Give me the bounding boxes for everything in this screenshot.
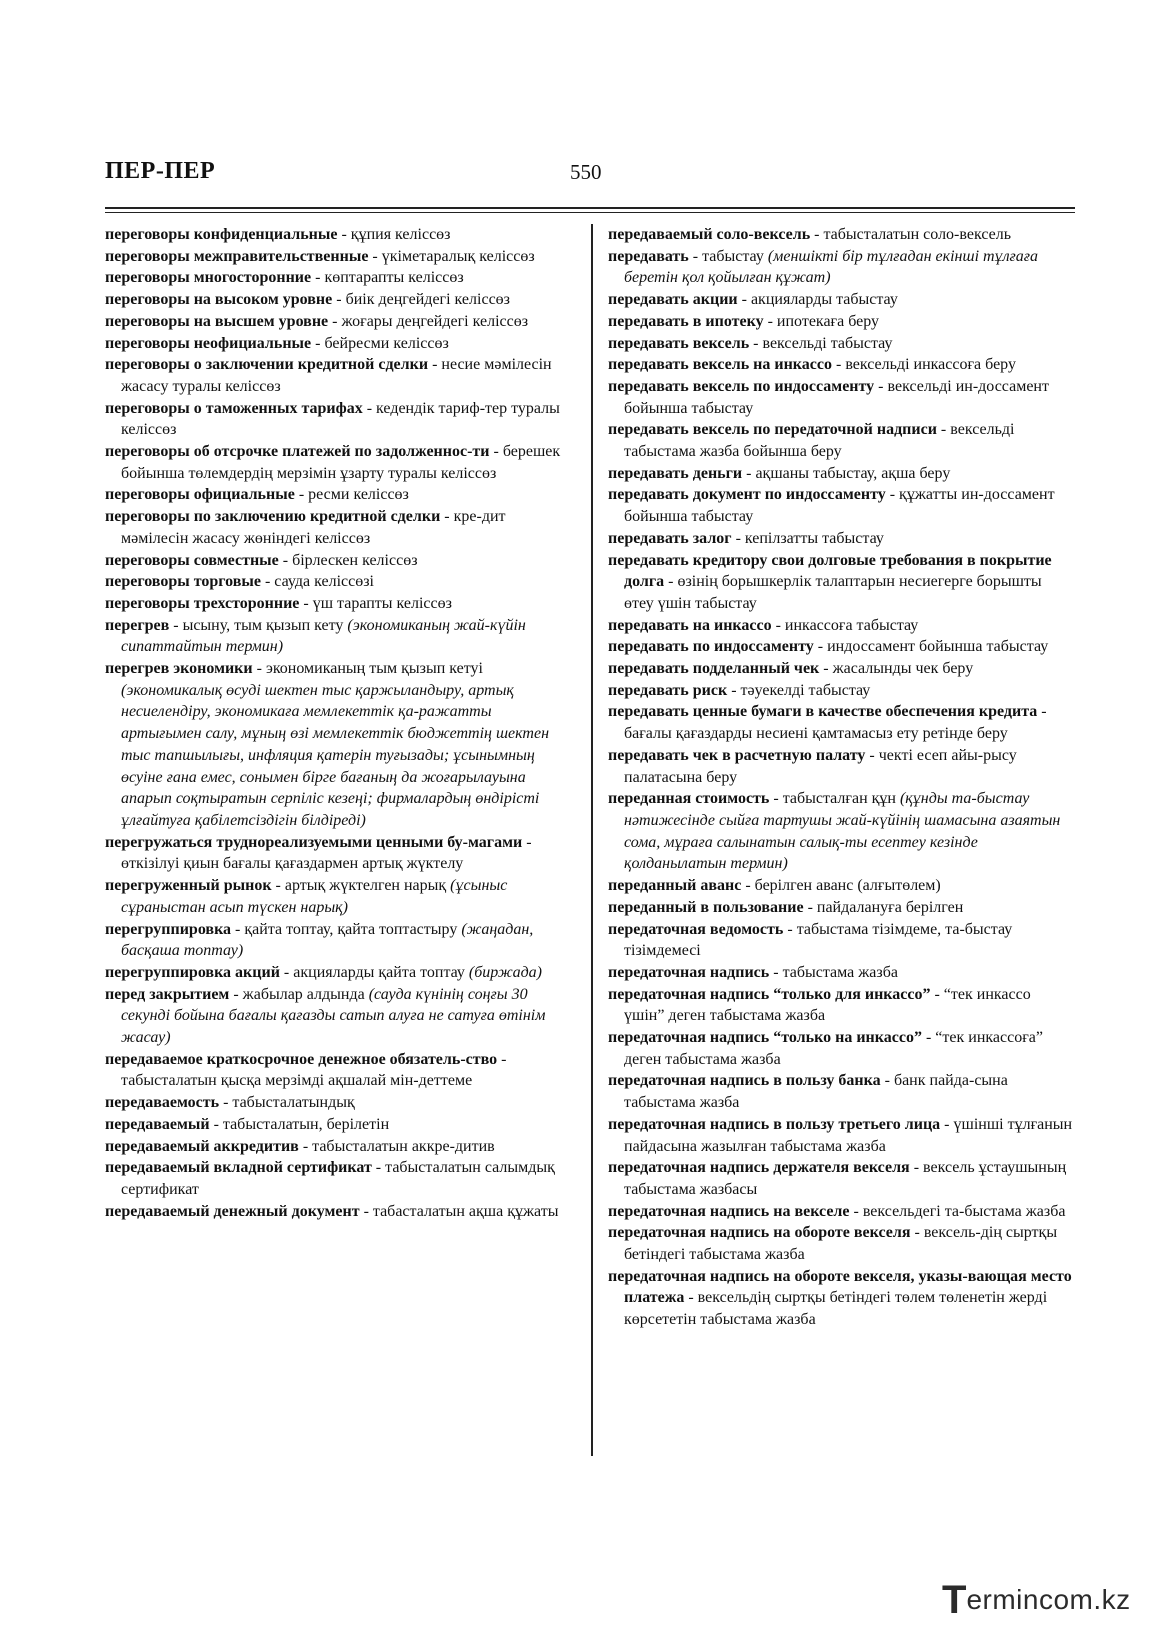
entry-definition: чекті есеп айы-рысу палатасына беру [624,746,1017,786]
header-rule-thin [105,212,1075,213]
entry-note: (экономикалық өсуді шектен тыс қаржыландыру, артық несиелендіру, экономикаға мемлекеттік қа-ражатты артығымен салу, мұның өзі мемлекеттік бюджеттің шектен тыс тапшылығы, инфляция қатерін туғызады; ұсынымның өсуіне ғана емес, сонымен бірге бағаның да жоғарылауына апарып соқтыратын серпіліс кезеңі; фирмалардың өндірісті ұлғайтуға қабілетсіздігін білдіреді) [121,681,550,829]
dictionary-entry [105,1201,576,1223]
entry-term: перегрев [105,616,170,634]
dictionary-entry [105,1049,576,1092]
entry-definition: бейресми келіссөз [324,334,449,352]
entry-separator: - [819,660,833,678]
entry-term: передавать ценные бумаги в качестве обеспечения кредита [608,703,1038,721]
logo-letter: T [942,1578,967,1622]
dictionary-entry [105,919,576,962]
entry-separator: - [865,746,879,764]
entry-definition: қайта топтау, қайта топтастыру [244,920,458,938]
entry-term: передавать документ по индоссаменту [608,486,886,504]
dictionary-entry [105,658,576,832]
entry-definition: сауда келіссөзі [274,573,374,591]
entry-separator: - [328,312,342,330]
entry-term: передаточная ведомость [608,920,784,938]
entry-term: передавать вексель [608,334,750,352]
entry-separator: - [428,356,442,374]
dictionary-entry [105,1092,576,1114]
entry-separator: - [684,1289,698,1307]
logo-text: ermincom.kz [966,1584,1131,1615]
entry-term: перегруппировка [105,920,232,938]
entry-term: переговоры трехсторонние [105,594,300,612]
entry-separator: - [219,1094,233,1112]
entry-term: передаточная надпись в пользу банка [608,1072,881,1090]
dictionary-entry [105,246,576,268]
entry-definition: вексель ұстаушының табыстама жазбасы [624,1159,1067,1198]
entry-term: передаточная надпись на обороте векселя [608,1224,911,1242]
entry-definition: табысталатын, берілетін [222,1115,390,1133]
entry-separator: - [279,963,294,981]
entry-separator: - [813,638,828,656]
entry-term: переговоры межправительственные [105,247,369,265]
entry-separator: - [664,573,678,591]
entry-term: передаваемость [105,1094,220,1112]
entry-definition: бірлескен келіссөз [292,551,418,569]
entry-definition: вексельді табыстау [762,334,893,352]
entry-term: переговоры совместные [105,551,279,569]
entry-separator: - [688,247,703,265]
dictionary-entry [105,984,576,1049]
entry-definition: табысталатын аккре-дитив [312,1137,495,1155]
entry-note: (биржада) [468,963,542,981]
entry-term: передаваемое краткосрочное денежное обязатель-ство [105,1050,498,1068]
entry-separator: - [440,508,454,526]
entry-definition: табыстама тізімдеме, та-быстау тізімдемесі [624,920,1013,960]
entry-separator: - [278,551,293,569]
entry-definition: берешек бойынша төлемдердің мерзімін ұзарту туралы келіссөз [121,443,561,482]
entry-separator: - [763,312,777,330]
dictionary-entry [608,354,1075,376]
entry-term: передаточная надпись на обороте векселя, указы-вающая место платежа [608,1267,1072,1307]
entry-separator: - [831,356,846,374]
entry-term: передаваемый денежный документ [105,1202,360,1220]
entry-separator: - [727,681,741,699]
entry-definition: табыстама жазба [782,963,898,981]
dictionary-entry [105,484,576,506]
dictionary-entry [105,571,576,593]
dictionary-entry [608,289,1075,311]
entry-separator: - [810,226,824,243]
entry-separator: - [771,616,785,634]
entry-definition: табасталатын ақша құжаты [372,1202,559,1220]
entry-term: переговоры конфиденциальные [105,226,338,243]
dictionary-entry [105,550,576,572]
entry-separator: - [298,1137,313,1155]
dictionary-entry [608,875,1075,897]
entry-definition: тәуекелді табыстау [740,681,871,699]
dictionary-entry [608,1114,1075,1157]
entry-separator: - [910,1224,924,1242]
dictionary-entry [105,506,576,549]
entry-definition: ақшаны табыстау, ақша беру [755,464,951,482]
entry-separator: - [731,529,745,547]
entry-term: передавать вексель по передаточной надписи [608,421,937,439]
entry-separator: - [362,399,377,417]
entry-note: (құнды та-быстау нәтижесінде сыйға тартушы жай-күйінің шамасына азаятын сома, мұраға салынатын салық-ты есептеу кезінде қолданылатын термин) [624,790,1061,873]
entry-definition: экономиканың тым қызып кетуі [265,660,483,678]
entry-definition: көптарапты келіссөз [324,269,464,287]
dictionary-entry [608,984,1075,1027]
entry-term: переданный аванс [608,877,742,895]
entry-definition: вексельді инкассоға беру [845,356,1016,374]
entry-term: передаваемый аккредитив [105,1137,299,1155]
dictionary-entry [105,875,576,918]
entry-term: переговоры официальные [105,486,295,504]
entry-term: передаточная надпись на векселе [608,1202,850,1220]
entry-definition: жасалынды чек беру [832,660,974,678]
dictionary-entry [608,224,1075,246]
entry-definition: табыстау [702,247,764,265]
page-header [105,158,1075,208]
entry-separator: - [930,985,944,1003]
entry-note: (экономиканың жай-күйін сипаттайтын термин) [121,616,526,656]
entry-separator: - [209,1115,223,1133]
entry-definition: акцияларды қайта топтау [293,963,465,981]
entry-term: передаточная надпись держателя векселя [608,1159,910,1177]
entry-definition: үкіметаралық келіссөз [381,247,535,265]
entry-separator: - [921,1029,936,1047]
entry-term: переданная стоимость [608,790,770,808]
entry-separator: - [497,1050,507,1068]
entry-separator: - [749,334,763,352]
dictionary-entry [608,463,1075,485]
dictionary-entry [608,1157,1075,1200]
entry-separator: - [271,877,285,895]
entry-term: передавать по индоссаменту [608,638,814,656]
entry-term: передавать вексель по индоссаменту [608,377,875,395]
entry-separator: - [803,898,817,916]
entry-separator: - [769,963,783,981]
dictionary-entry [105,593,576,615]
dictionary-entry [608,658,1075,680]
entry-term: передавать кредитору свои долговые требования в покрытие долга [608,551,1052,591]
entry-separator: - [294,486,309,504]
entry-term: передаточная надпись “только на инкассо” [608,1029,922,1047]
dictionary-entry [608,788,1075,875]
entry-note: (сауда күнінің соңғы 30 секунді бойына бағалы қағазды сатып алуға не сатуға өтінім жасау) [121,985,546,1047]
entry-separator: - [332,291,346,309]
entry-term: переговоры на высшем уровне [105,312,329,330]
entry-separator: - [522,833,532,851]
entry-definition: берілген аванс (алғытөлем) [754,877,941,895]
entry-definition: биік деңгейдегі келіссөз [345,291,510,309]
entry-definition: пайдалануға берілген [816,898,964,916]
entry-separator: - [252,660,266,678]
dictionary-entry [105,832,576,875]
dictionary-entry [608,680,1075,702]
entry-definition: табысталатын салымдық сертификат [121,1159,555,1198]
entry-definition: табысталатындық [232,1094,355,1112]
entry-definition: вексельдің сыртқы бетіндегі төлем төленетін жерді көрсететін табыстама жазба [624,1289,1048,1329]
dictionary-entry [608,1201,1075,1223]
entry-definition: табысталған құн [782,790,896,808]
dictionary-entry [608,333,1075,355]
entry-definition: вексельдегі та-быстама жазба [862,1202,1066,1220]
entry-term: передаваемый [105,1115,210,1133]
terminco-logo [942,1578,1142,1622]
entry-separator: - [368,247,382,265]
entry-separator: - [169,616,183,634]
header-rule [105,207,1075,209]
entry-term: передавать деньги [608,464,743,482]
dictionary-entry [608,897,1075,919]
entry-separator: - [737,291,751,309]
page-number: 550 [570,160,602,184]
entry-definition: инкассоға табыстау [784,616,919,634]
entry-term: передаточная надпись в пользу третьего лица [608,1115,941,1133]
entry-term: передаточная надпись “только для инкассо” [608,985,931,1003]
entry-definition: өзінің борышкерлік талаптарын несиегерге борышты өтеу үшін табыстау [624,573,1042,612]
dictionary-entry [608,1266,1075,1331]
entry-definition: кре-дит мәмілесін жасасу жөніндегі келіссөз [121,508,506,547]
entry-definition: ресми келіссөз [308,486,409,504]
entry-definition: ысыну, тым қызып кету [182,616,344,634]
entry-separator: - [337,226,351,243]
dictionary-entry [105,398,576,441]
entry-definition: ипотекаға беру [776,312,880,330]
dictionary-entry [105,1157,576,1200]
entry-separator: - [874,377,888,395]
dictionary-entry [608,615,1075,637]
entry-term: передавать на инкассо [608,616,772,634]
dictionary-entry [608,376,1075,419]
dictionary-entry [608,419,1075,462]
entry-definition: өткізілуі қиын бағалы қағаздармен артық жүктелу [121,855,464,873]
dictionary-entry [608,745,1075,788]
entry-definition: табысталатын қысқа мерзімді ақшалай мін-деттеме [121,1072,473,1090]
dictionary-entry [105,354,576,397]
entry-definition: несие мәмілесін жасасу туралы келіссөз [121,356,552,395]
entry-separator: - [371,1159,386,1177]
entry-separator: - [940,1115,954,1133]
entry-separator: - [849,1202,863,1220]
entry-term: передавать риск [608,681,728,699]
entry-term: передаточная надпись [608,963,770,981]
entry-separator: - [769,790,783,808]
entry-separator: - [231,920,245,938]
entry-term: передавать залог [608,529,732,547]
dictionary-entry [608,246,1075,289]
entry-separator: - [1037,703,1047,721]
dictionary-entry [608,550,1075,615]
entry-separator: - [936,421,951,439]
entry-term: переговоры на высоком уровне [105,291,333,309]
entry-separator: - [359,1202,373,1220]
entry-definition: бағалы қағаздарды несиені қамтамасыз ету ретінде беру [624,725,1008,743]
dictionary-entry [608,311,1075,333]
entry-term: переговоры о таможенных тарифах [105,399,363,417]
dictionary-entry [608,701,1075,744]
entry-term: передавать [608,247,689,265]
entry-separator: - [783,920,797,938]
entry-definition: вексель-дің сыртқы бетіндегі табыстама жазба [624,1224,1058,1264]
entry-term: перегружаться труднореализуемыми ценными бу-магами [105,833,523,851]
entry-separator: - [311,269,325,287]
entry-definition: “тек инкассоға” деген табыстама жазба [624,1029,1043,1068]
entry-separator: - [885,486,900,504]
entry-separator: - [880,1072,894,1090]
dictionary-entry [105,1136,576,1158]
entry-definition: кедендік тариф-тер туралы келіссөз [121,399,560,439]
entry-term: перегруппировка акций [105,963,280,981]
entry-term: переговоры об отсрочке платежей по задолженнос-ти [105,443,490,461]
dictionary-entry [608,528,1075,550]
entry-separator: - [909,1159,924,1177]
entry-term: перегрев экономики [105,660,253,678]
right-column [608,224,1075,1331]
entry-separator: - [742,464,756,482]
dictionary-entry [105,333,576,355]
entry-definition: жабылар алдында [242,985,365,1003]
left-column [105,224,576,1222]
entry-term: переговоры о заключении кредитной сделки [105,356,429,374]
entry-definition: құжатты ин-доссамент бойынша табыстау [624,486,1055,526]
running-head: ПЕР-ПЕР [105,158,216,184]
entry-definition: вексельді ин-доссамент бойынша табыстау [624,377,1049,417]
entry-definition: артық жүктелген нарық [284,877,447,895]
dictionary-entry [105,615,576,658]
entry-definition: үшінші тұлғанын пайдасына жазылған табыстама жазба [624,1115,1073,1155]
dictionary-entry [608,1222,1075,1265]
dictionary-entry [105,1114,576,1136]
entry-definition: құпия келіссөз [350,226,451,243]
entry-note: (ұсыныс сұраныстан асып түскен нарық) [121,877,508,916]
entry-definition: индоссамент бойынша табыстау [827,638,1049,656]
entry-separator: - [741,877,755,895]
entry-term: передавать акции [608,291,738,309]
dictionary-entry [608,484,1075,527]
entry-definition: табысталатын соло-вексель [823,226,1011,243]
entry-separator: - [229,985,243,1003]
entry-definition: вексельді табыстама жазба бойынша беру [624,421,1015,461]
dictionary-entry [608,1070,1075,1113]
entry-definition: үш тарапты келіссөз [312,594,452,612]
entry-separator: - [260,573,275,591]
dictionary-entry [105,224,576,246]
dictionary-entry [105,311,576,333]
entry-separator: - [311,334,325,352]
entry-separator: - [489,443,503,461]
dictionary-entry [608,1027,1075,1070]
entry-term: переданный в пользование [608,898,804,916]
entry-term: передавать в ипотеку [608,312,764,330]
dictionary-entry [105,289,576,311]
entry-term: переговоры торговые [105,573,261,591]
entry-term: передаваемый соло-вексель [608,226,811,243]
entry-term: передавать подделанный чек [608,660,820,678]
entry-term: перед закрытием [105,985,230,1003]
dictionary-entry [608,636,1075,658]
entry-term: переговоры многосторонние [105,269,312,287]
entry-definition: банк пайда-сына табыстама жазба [624,1072,1008,1112]
entry-term: передавать чек в расчетную палату [608,746,866,764]
entry-definition: акцияларды табыстау [750,291,898,309]
dictionary-entry [608,962,1075,984]
dictionary-entry [608,919,1075,962]
entry-term: перегруженный рынок [105,877,272,895]
entry-note: (жаңадан, басқаша топтау) [121,920,534,960]
column-divider [591,224,593,1456]
dictionary-entry [105,962,576,984]
entry-term: переговоры неофициальные [105,334,312,352]
entry-separator: - [299,594,313,612]
dictionary-entry [105,267,576,289]
entry-term: переговоры по заключению кредитной сделки [105,508,441,526]
dictionary-entry [105,441,576,484]
entry-term: передаваемый вкладной сертификат [105,1159,372,1177]
entry-note: (меншікті бір тұлғадан екінші тұлғаға беретін қол қойылған құжат) [624,247,1039,287]
entry-definition: “тек инкассо үшін” деген табыстама жазба [624,985,1031,1025]
entry-definition: кепілзатты табыстау [744,529,884,547]
entry-term: передавать вексель на инкассо [608,356,832,374]
entry-definition: жоғары деңгейдегі келіссөз [341,312,529,330]
